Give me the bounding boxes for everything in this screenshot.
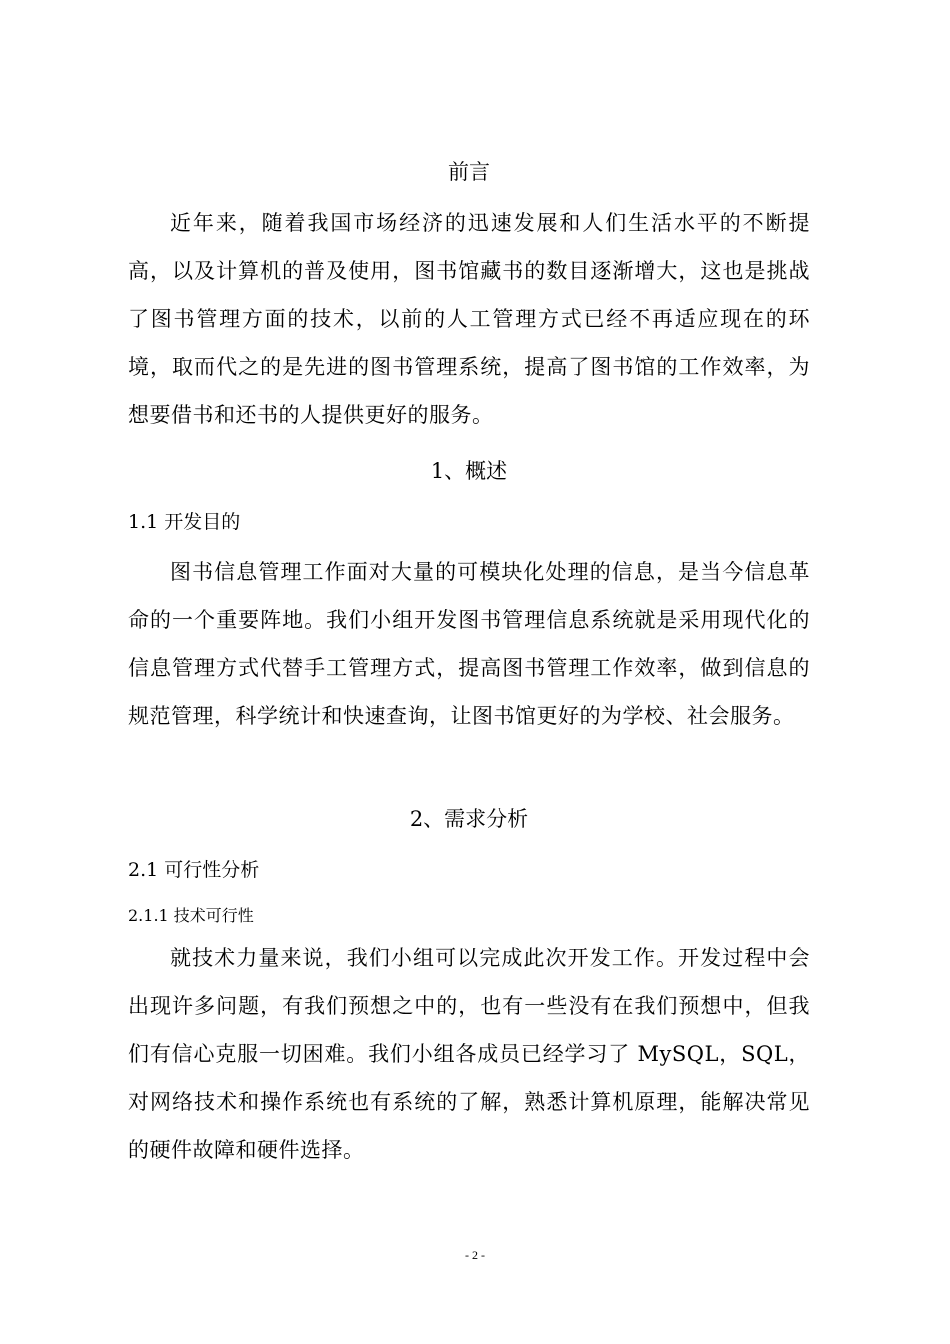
- subsection-1-1-title: 1.1 开发目的: [128, 511, 241, 533]
- preface-paragraph: 近年来，随着我国市场经济的迅速发展和人们生活水平的不断提高，以及计算机的普及使用，图书馆藏书的数目逐渐增大，这也是挑战了图书管理方面的技术，以前的人工管理方式已经不再适应现在的环境，取而代之的是先进的图书管理系统，提高了图书馆的工作效率，为想要借书和还书的人提供更好的服务。: [128, 211, 810, 427]
- section-1-title: 1、概述: [430, 459, 508, 483]
- subsection-2-1-title: 2.1 可行性分析: [128, 859, 260, 881]
- page-number: - 2 -: [465, 1248, 485, 1262]
- section-2-title: 2、需求分析: [409, 807, 529, 831]
- preface-title: 前言: [448, 160, 490, 184]
- subsection-1-1-paragraph: 图书信息管理工作面对大量的可模块化处理的信息，是当今信息革命的一个重要阵地。我们小组开发图书管理信息系统就是采用现代化的信息管理方式代替手工管理方式，提高图书管理工作效率，做到信息的规范管理，科学统计和快速查询，让图书馆更好的为学校、社会服务。: [128, 560, 810, 728]
- subsection-2-1-1-title: 2.1.1 技术可行性: [128, 906, 254, 925]
- subsection-2-1-1-paragraph: 就技术力量来说，我们小组可以完成此次开发工作。开发过程中会出现许多问题，有我们预想之中的，也有一些没有在我们预想中，但我们有信心克服一切困难。我们小组各成员已经学习了 MySQL，SQL，对网络技术和操作系统也有系统的了解，熟悉计算机原理，能解决常见的硬件故障和硬件选择。: [128, 946, 810, 1162]
